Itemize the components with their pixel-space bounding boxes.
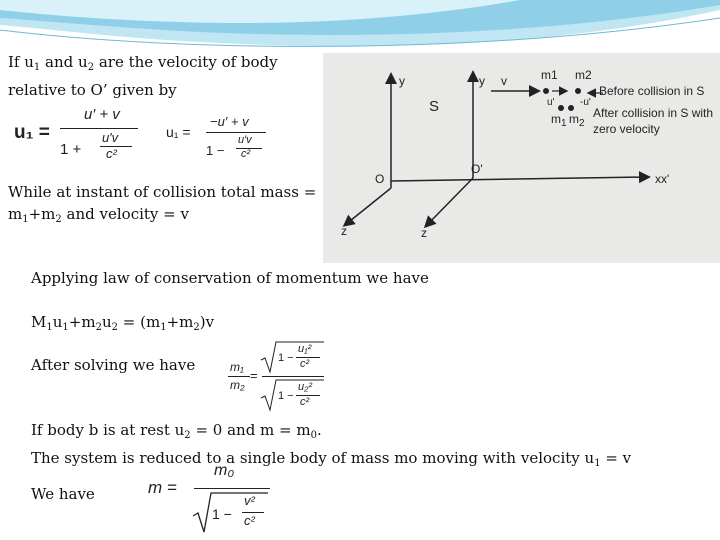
rest-condition-text: If body b is at rest $u_2 = 0$ and $m = m_0$. The system is reduced to a single body of mass mo moving with velocity $u_1 = v$: [31, 421, 632, 469]
label-S: S: [429, 98, 440, 115]
label-xx-prime: xx': [655, 172, 670, 186]
label-minus-u-prime: -u': [580, 97, 591, 108]
label-u-prime: u': [547, 97, 555, 108]
conservation-text: Applying law of conservation of momentum we have: [31, 269, 429, 287]
label-O-prime: O': [471, 162, 483, 176]
mass-ratio-equation: m₁ m₂ = 1 − u₁² c² 1 − u₂² c²: [228, 340, 328, 414]
label-m2: m2: [575, 68, 592, 82]
velocity-addition-equation-1: u₁ = u′ + v 1 + u′v c²: [14, 106, 144, 166]
svg-text:1: 1: [561, 118, 567, 129]
label-y: y: [399, 74, 405, 88]
label-m1: m1: [541, 68, 558, 82]
label-z-prime: z: [421, 226, 427, 240]
note-after-collision: After collision in S with: [593, 106, 714, 120]
label-m1-after: m: [551, 112, 561, 126]
velocity-addition-equation-2: u₁ = −u′ + v 1 − u′v c²: [166, 110, 276, 166]
label-O: O: [375, 172, 385, 186]
momentum-equation-text: $M_1u_1+m_2u_2 = (m_1+m_2)v$: [31, 313, 215, 333]
label-y-prime: y: [479, 74, 485, 88]
reference-frame-diagram: [323, 53, 720, 263]
relativistic-mass-equation: m = m₀ 1 − v² c²: [148, 462, 270, 536]
label-z: z: [341, 224, 347, 238]
note-before-collision: Before collision in S: [599, 84, 705, 98]
we-have-text: We have: [31, 485, 95, 503]
velocity-intro-text: If $u_1$ and $u_2$ are the velocity of body relative to O’ given by: [8, 53, 278, 99]
collision-mass-text: While at instant of collision total mass = $m_1+m_2$ and velocity = v: [8, 183, 317, 225]
note-zero-velocity: zero velocity: [593, 122, 660, 136]
label-m2-after: m: [569, 112, 579, 126]
svg-text:2: 2: [579, 118, 585, 129]
label-v: v: [501, 74, 507, 88]
after-solving-text: After solving we have: [31, 356, 196, 374]
